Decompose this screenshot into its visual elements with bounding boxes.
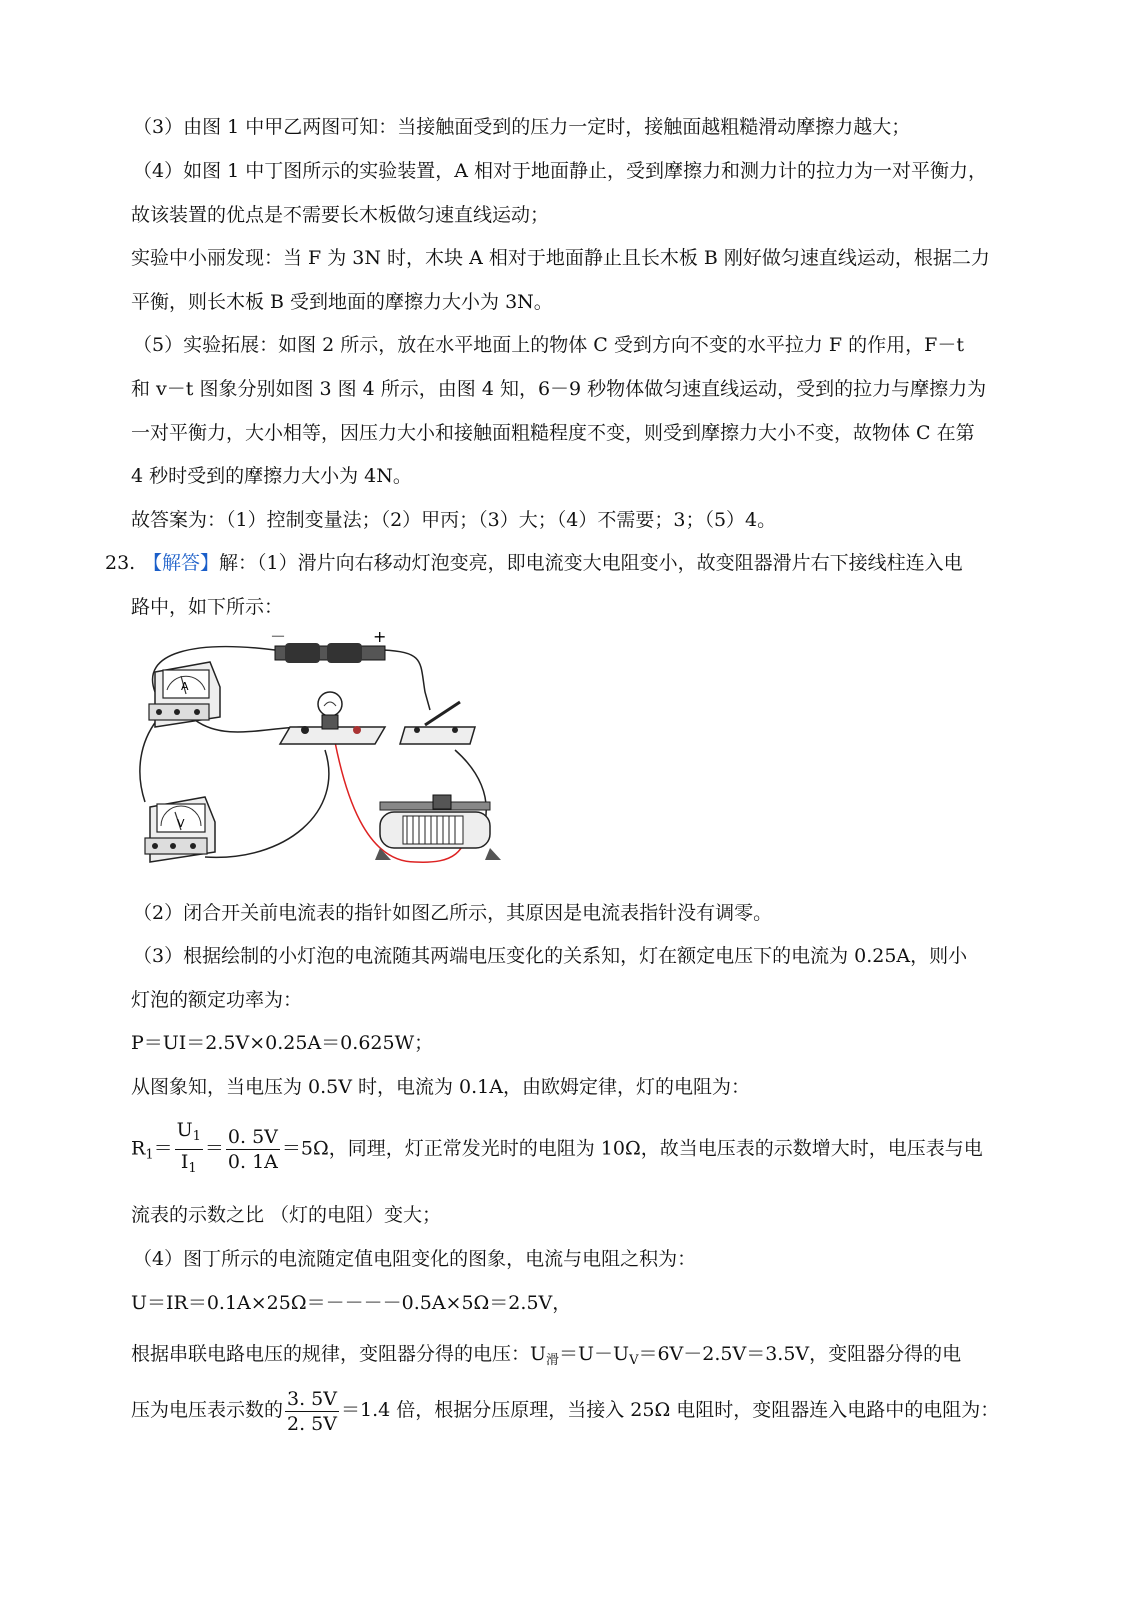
battery [270,632,386,663]
s4-line1: （4）图丁所示的电流随定值电阻变化的图象，电流与电阻之积为： [133,1248,697,1270]
r1-formula-line [131,1118,983,1185]
p5-line4: 4 秒时受到的摩擦力大小为 4N。 [131,465,412,487]
answer-line: 故答案为：（1）控制变量法；（2）甲丙；（3）大；（4）不需要；3；（5）4。 [131,509,777,531]
s4c-mid: ＝U－U [559,1343,630,1365]
r1-den1-sub: 1 [188,1161,197,1176]
voltmeter-label: V [177,817,185,830]
p4-line3: 实验中小丽发现：当 F 为 3N 时，木块 A 相对于地面静止且长木板 B 刚好做匀速直线运动，根据二力 [131,247,990,269]
battery-plus-label: + [373,632,387,646]
s3-line2: 灯泡的额定功率为： [131,989,303,1011]
q23-line2: 路中，如下所示： [131,596,284,618]
r1-fraction-symbolic [175,1118,203,1181]
r1-eq2: ＝ [204,1137,224,1160]
voltmeter [145,797,215,862]
r1-fraction-numeric [226,1125,280,1174]
s4-line3 [131,1340,961,1375]
s4c-pre: 根据串联电路电压的规律，变阻器分得的电压：U [131,1343,547,1365]
rheostat [375,795,501,860]
s4d-pre: 压为电压表示数的 [131,1399,284,1421]
s4d-fraction [285,1387,339,1436]
r1-num1: U [176,1119,193,1141]
r1-lhs-sub: 1 [145,1147,154,1163]
switch [400,702,475,744]
s4d-den: 2. 5V [287,1412,337,1435]
s3-line4: 从图象知，当电压为 0.5V 时，电流为 0.1A，由欧姆定律，灯的电阻为： [131,1076,750,1098]
s4c-sub2: V [629,1353,639,1368]
r1-num1-sub: 1 [192,1129,201,1144]
q23-text1: 解：（1）滑片向右移动灯泡变亮，即电流变大电阻变小，故变阻器滑片右下接线柱连入电 [219,552,963,574]
r1-lhs: R [131,1137,146,1160]
s3-line5: 流表的示数之比 （灯的电阻）变大； [131,1204,442,1226]
s4c-sub: 滑 [546,1353,560,1368]
s3-line1: （3）根据绘制的小灯泡的电流随其两端电压变化的关系知，灯在额定电压下的电流为 0.25A，则小 [133,945,968,967]
s4c-post: ＝6V－2.5V＝3.5V，变阻器分得的电 [638,1343,962,1365]
r1-den1: I [180,1151,189,1173]
p4-line4: 平衡，则长木板 B 受到地面的摩擦力大小为 3N。 [131,291,553,313]
ammeter [149,662,220,727]
ammeter-label: A [181,680,189,693]
r1-tail: ＝5Ω，同理，灯正常发光时的电阻为 10Ω，故当电压表的示数增大时，电压表与电 [281,1137,983,1160]
r1-num2: 0. 5V [227,1126,278,1148]
p4-line2: 故该装置的优点是不需要长木板做匀速直线运动； [131,204,550,226]
lamp [280,692,385,744]
s3-formula-power: P＝UI＝2.5V×0.25A＝0.625W； [131,1032,434,1054]
q23-line1 [143,549,963,577]
s4d-post: ＝1.4 倍，根据分压原理，当接入 25Ω 电阻时，变阻器连入电路中的电阻为： [341,1399,1000,1421]
r1-den2: 0. 1A [227,1151,278,1173]
circuit-diagram [135,632,505,872]
r1-eq: ＝ [153,1137,173,1160]
question-number: 23. [105,552,136,574]
battery-minus-label: － [270,632,287,646]
p5-line3: 一对平衡力，大小相等，因压力大小和接触面粗糙程度不变，则受到摩擦力大小不变，故物体 C 在第 [131,422,975,444]
s4-formula-u: U＝IR＝0.1A×25Ω＝－－－－0.5A×5Ω＝2.5V， [131,1292,572,1314]
s4-line4 [131,1381,999,1439]
p5-line1: （5）实验拓展：如图 2 所示，放在水平地面上的物体 C 受到方向不变的水平拉力 F 的作用，F－t [133,334,964,356]
answer-tag: 【解答】 [143,552,220,574]
p4-line1: （4）如图 1 中丁图所示的实验装置，A 相对于地面静止，受到摩擦力和测力计的拉力为一对平衡力， [133,160,988,182]
p3: （3）由图 1 中甲乙两图可知：当接触面受到的压力一定时，接触面越粗糙滑动摩擦力越大； [133,116,911,138]
p5-line2: 和 v－t 图象分别如图 3 图 4 所示，由图 4 知，6－9 秒物体做匀速直线运动，受到的拉力与摩擦力为 [131,378,987,400]
s2-line: （2）闭合开关前电流表的指针如图乙所示，其原因是电流表指针没有调零。 [133,902,773,924]
s4d-num: 3. 5V [287,1387,337,1410]
